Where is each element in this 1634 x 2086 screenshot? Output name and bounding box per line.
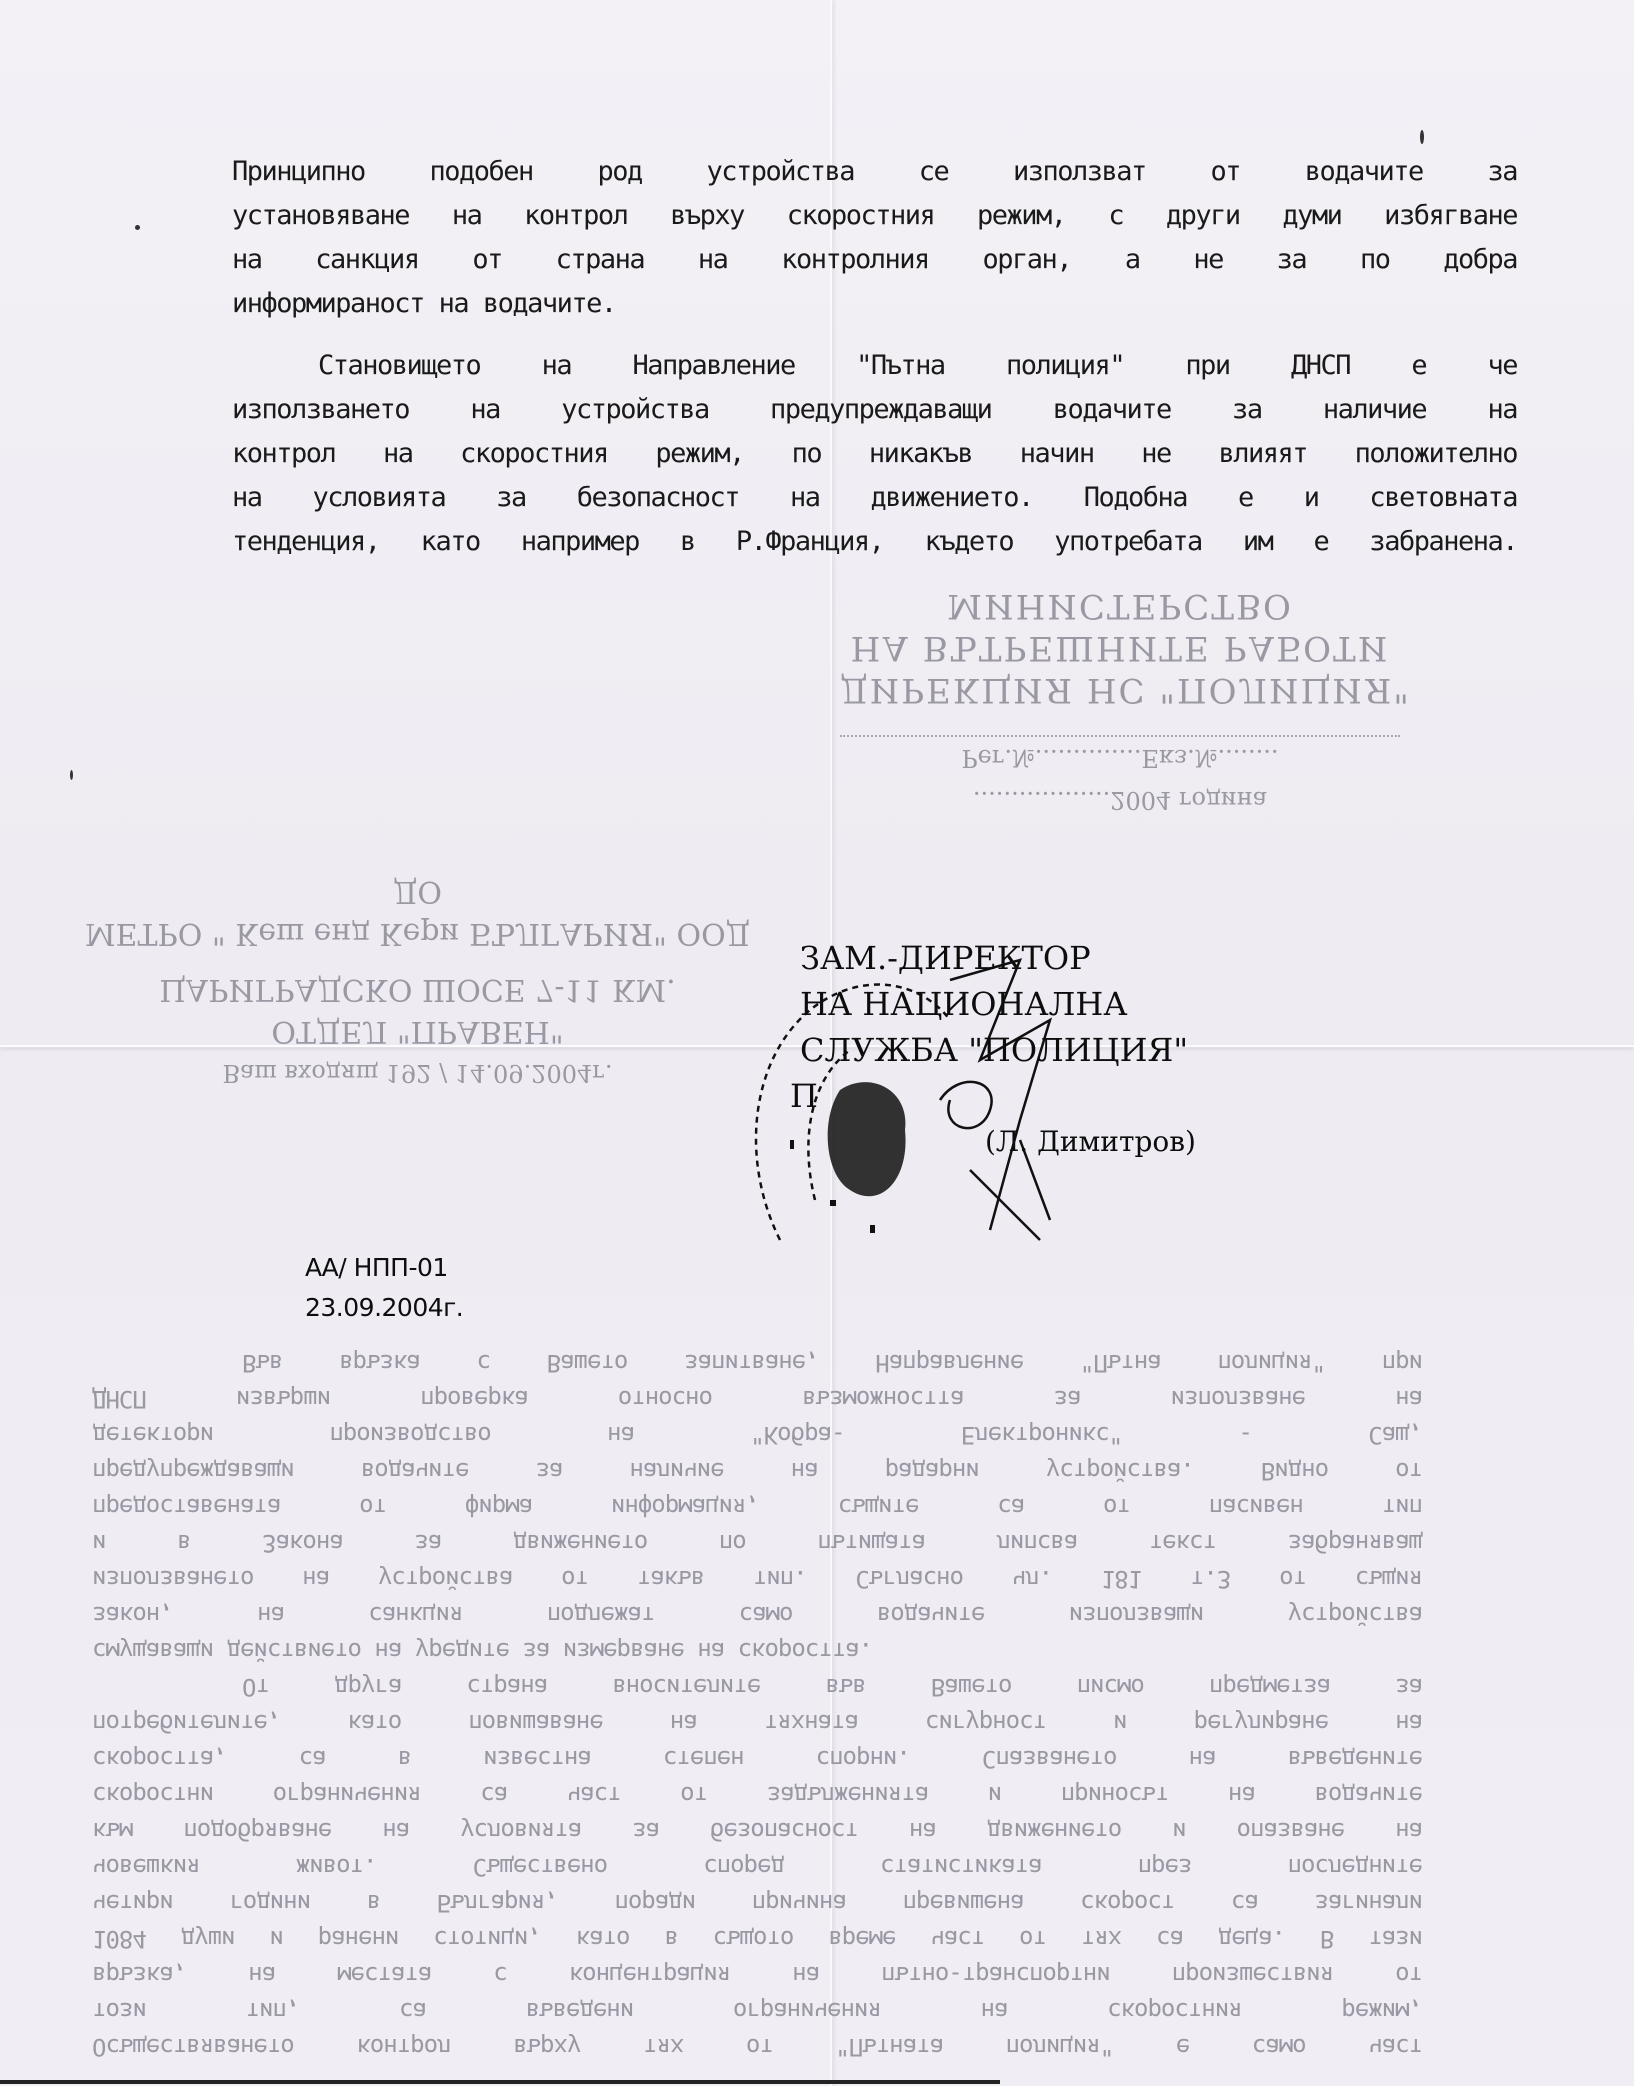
reference-block bbox=[305, 1248, 463, 1328]
addressee-block bbox=[790, 935, 1189, 1119]
stamp-line: МИНИСТЕРСТВО bbox=[947, 586, 1293, 626]
bleed-through-line: От друга страна вносителите във Вашето писмо предметза за bbox=[242, 1673, 1422, 1701]
text-line: информираност на водачите. bbox=[232, 288, 616, 319]
text-line: Становището на Направление "Пътна полиция" при ДНСП е че bbox=[318, 350, 1517, 381]
bleed-through-line: скоростни ограничения са част от задълженията и приносът на водачите bbox=[92, 1781, 1422, 1809]
bleed-through-line: смущаващи действието на уредите за измерване на скоростта. bbox=[92, 1637, 873, 1665]
bleed-through-registry-stamp bbox=[840, 585, 1411, 821]
bleed-through-line: четири години в България, поради причина превишена скорост са загинали bbox=[92, 1889, 1422, 1917]
stamp-line: НА ВЪТРЕШНИТЕ РАБОТИ bbox=[850, 628, 1390, 668]
bleed-through-line: връзка, на местата с концентрация на пътно-транспортни произшествия от bbox=[92, 1961, 1422, 1989]
scan-speck bbox=[135, 225, 140, 230]
bleed-through-line: човешкия живот. Съществено според статистиката през последните bbox=[92, 1853, 1422, 1881]
address-line: ОТДЕЛ "ПРАВЕН" bbox=[271, 1014, 564, 1049]
letter-date: 23.09.2004г. bbox=[305, 1293, 464, 1322]
bleed-through-line: Осъществяването контрол върху тях от "Пътната полиция" е само част bbox=[92, 2033, 1422, 2061]
bleed-through-line: предоставената от фирма информация, същите са от пасивен тип bbox=[92, 1493, 1422, 1521]
addressee-line: НА НАЦИОНАЛНА bbox=[800, 985, 1128, 1023]
address-line: ЦАРИГРАДСКО ШОСЕ 7-11 КМ. bbox=[159, 972, 676, 1007]
bleed-through-line: ДНСП извърши проверка относно възможността за използване на bbox=[92, 1385, 1422, 1413]
bleed-through-address-block bbox=[50, 870, 785, 1094]
text-line: използването на устройства предупреждаващи водачите за наличие на bbox=[232, 394, 1517, 425]
stamp-line: ..................2004 година bbox=[972, 786, 1268, 814]
address-line: ДО bbox=[393, 874, 442, 909]
stamp-line: Рег.№..............Екз.№........ bbox=[840, 735, 1400, 779]
address-line: Ваш входящ 192 / 14.09.2004г. bbox=[222, 1059, 613, 1087]
bleed-through-line: закон, на санкция подлежат само водачите използващи устройства bbox=[92, 1601, 1422, 1629]
bleed-through-line: предупреждаващи водачите за наличие на радарни устройства. Видно от bbox=[92, 1457, 1422, 1485]
letter-body bbox=[232, 150, 1517, 564]
bleed-through-line: към подобряване на условията за безопасност на движението и опазване на bbox=[92, 1817, 1422, 1845]
scan-edge bbox=[0, 2080, 1000, 2084]
bleed-through-text bbox=[92, 1345, 1422, 2065]
bleed-through-line: детектори производство на "Кобра- Електроникс" - Сащ, bbox=[92, 1421, 1422, 1449]
text-line: контрол на скоростния режим, по никакъв начин не влияят положително bbox=[232, 438, 1517, 469]
stamp-line: ДИРЕКЦИЯ НС "ПОЛИЦИЯ" bbox=[840, 670, 1411, 710]
scan-speck bbox=[1420, 130, 1424, 144]
bleed-through-line: използването на устройства от такъв тип. Съгласно чл. 181 т.3 от същия bbox=[92, 1565, 1422, 1593]
bleed-through-line: скоростта, са в известна степен спорни. Спазването на въведените bbox=[92, 1745, 1422, 1773]
text-line: на санкция от страна на контролния орган, а не за по добра bbox=[232, 244, 1517, 275]
text-line: на условията за безопасност на движението. Подобна е и световната bbox=[232, 482, 1517, 513]
signer-name: (Л. Димитров) bbox=[985, 1125, 1196, 1158]
addressee-line: СЛУЖБА "ПОЛИЦИЯ" bbox=[800, 1031, 1189, 1069]
bleed-through-line: 1084 души и ранени стотици, като в същото време част от тях са деца. В тази bbox=[92, 1925, 1422, 1953]
reference-number: АА/ НПП-01 bbox=[305, 1253, 448, 1282]
address-line: МЕТРО " Кеш енд Кери БЪЛГАРИЯ" ООД bbox=[84, 916, 751, 951]
bleed-through-line: и в Закона за движението по пътищата липсва текст забраняващ bbox=[92, 1529, 1422, 1557]
bleed-through-line: този тип, са въведени ограничения на скоростния режим, bbox=[92, 1997, 1422, 2025]
text-line: Принципно подобен род устройства се използват от водачите за bbox=[232, 156, 1517, 187]
text-line: тенденция, като например в Р.Франция, където употребата им е забранена. bbox=[232, 526, 1517, 557]
addressee-line: П bbox=[790, 1077, 818, 1115]
bleed-through-line: Във връзка с Вашето запитване, Направление "Пътна полиция" при bbox=[242, 1349, 1422, 1377]
addressee-line: ЗАМ.-ДИРЕКТОР bbox=[800, 939, 1091, 977]
scan-speck bbox=[70, 770, 73, 780]
bleed-through-line: потребителите, като повишаване на тяхната сигурност и регулиране на bbox=[92, 1709, 1422, 1737]
text-line: установяване на контрол върху скоростния режим, с други думи избягване bbox=[232, 200, 1517, 231]
